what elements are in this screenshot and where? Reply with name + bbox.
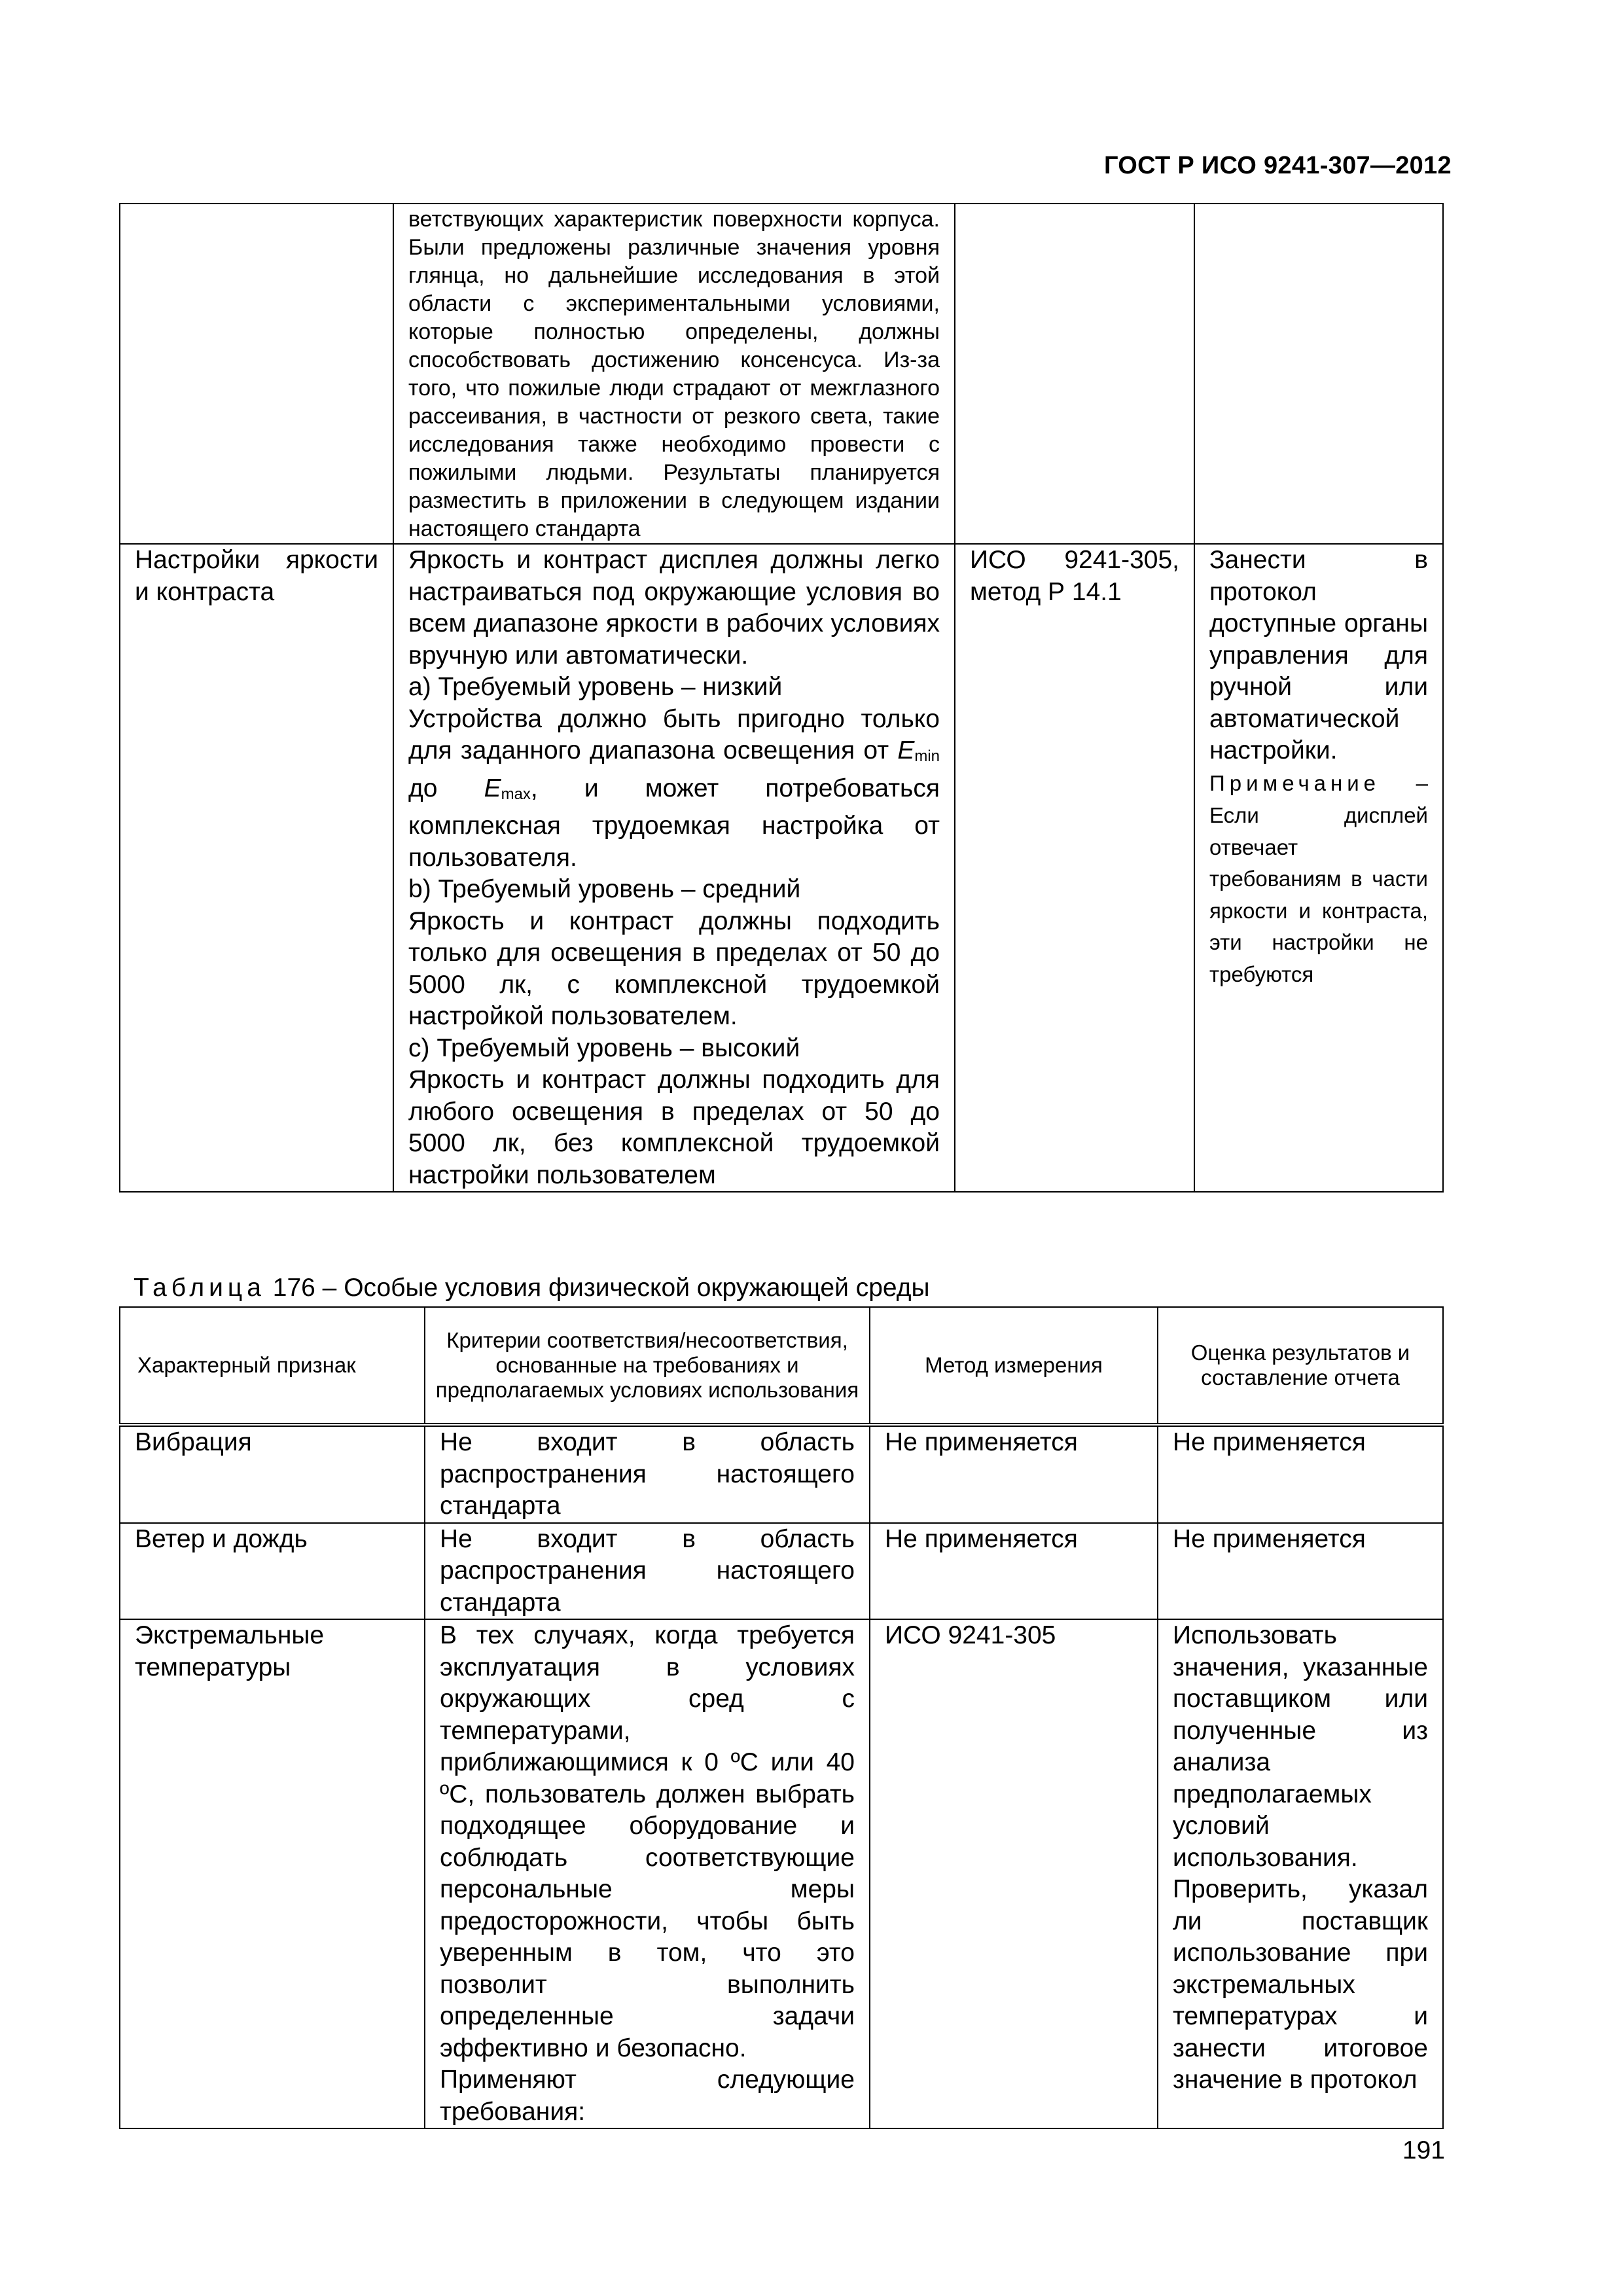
level-low-title: a) Требуемый уровень – низкий	[408, 673, 783, 701]
table-continued	[119, 203, 1444, 1193]
note-text: – Если дисплей отвечает требованиям в части яркости и контраста, эти настройки не требуются	[1209, 770, 1428, 986]
header-feature: Характерный признак	[120, 1307, 425, 1425]
criteria-text: В тех случаях, когда требуется эксплуатация в условиях окружающих сред с температурами, приближающимися к 0 ºС или 40 ºС, пользователь должен выбрать подходящее оборудование и соблюдать соответствующие персональные меры предосторожности, чтобы быть уверенным в том, что это позволит выполнить определенные задачи эффективно и безопасно.	[440, 1621, 855, 2062]
table-cell	[1194, 204, 1443, 544]
method-cell: Не применяется	[870, 1523, 1158, 1620]
report-cell	[1194, 544, 1443, 1192]
level-low-text-mid: до	[408, 774, 484, 802]
table-row	[120, 1523, 1443, 1620]
level-medium-title: b) Требуемый уровень – средний	[408, 875, 801, 903]
table-cell	[955, 204, 1194, 544]
criteria-cell: Не входит в область распространения настоящего стандарта	[425, 1425, 870, 1523]
caption-text: 176 – Особые условия физической окружающей среды	[265, 1274, 930, 1302]
table-caption	[134, 1274, 930, 1302]
table-cell	[120, 204, 393, 544]
emax-subscript: max	[501, 785, 531, 803]
level-high-title: c) Требуемый уровень – высокий	[408, 1033, 800, 1062]
report-cell: Не применяется	[1158, 1523, 1443, 1620]
criteria-cell	[393, 544, 955, 1192]
emax-symbol: E	[484, 774, 501, 802]
table-row	[120, 544, 1443, 1192]
criteria-cell: Не входит в область распространения настоящего стандарта	[425, 1523, 870, 1620]
page-number: 191	[1402, 2136, 1445, 2164]
document-header: ГОСТ Р ИСО 9241-307—2012	[1103, 152, 1452, 179]
emin-symbol: E	[897, 736, 915, 764]
header-method: Метод измерения	[870, 1307, 1158, 1425]
method-cell: Не применяется	[870, 1425, 1158, 1523]
report-cell: Не применяется	[1158, 1425, 1443, 1523]
method-cell: ИСО 9241-305	[870, 1619, 1158, 2128]
feature-cell: Вибрация	[120, 1425, 425, 1523]
criteria-cell	[425, 1619, 870, 2128]
feature-cell: Экстремальные температуры	[120, 1619, 425, 2128]
level-low-text: Устройства должно быть пригодно только для заданного диапазона освещения от	[408, 704, 940, 764]
report-cell: Использовать значения, указанные поставщиком или полученные из анализа предполагаемых условий использования. Проверить, указал ли поставщик использование при экстремальных температурах и занести итоговое значение в протокол	[1158, 1619, 1443, 2128]
table-row	[120, 1425, 1443, 1523]
report-text: Занести в протокол доступные органы управления для ручной или автоматической настройки.	[1209, 546, 1428, 764]
table-176	[119, 1306, 1444, 2129]
level-high-text: Яркость и контраст должны подходить для любого освещения в пределах от 50 до 5000 лк, без комплексной трудоемкой настройки пользователем	[408, 1066, 940, 1189]
feature-cell: Ветер и дождь	[120, 1523, 425, 1620]
table-row	[120, 1619, 1443, 2128]
method-cell: ИСО 9241-305, метод Р 14.1	[955, 544, 1194, 1192]
emin-subscript: min	[914, 747, 940, 765]
header-report: Оценка результатов и составление отчета	[1158, 1307, 1443, 1425]
table-cell-text: ветствующих характеристик поверхности корпуса. Были предложены различные значения уровня глянца, но дальнейшие исследования в этой области с экспериментальными условиями, которые полностью определены, должны способствовать достижению консенсуса. Из-за того, что пожилые люди страдают от межглазного рассеивания, в частности от резкого света, такие исследования также необходимо провести с пожилыми людьми. Результаты планируется разместить в приложении в следующем издании настоящего стандарта	[393, 204, 955, 544]
criteria-paragraph: Яркость и контраст дисплея должны легко настраиваться под окружающие условия во всем диапазоне яркости в рабочих условиях вручную или автоматически.	[408, 546, 940, 670]
level-medium-text: Яркость и контраст должны подходить только для освещения в пределах от 50 до 5000 лк, с комплексной трудоемкой настройкой пользователем.	[408, 906, 940, 1030]
level-low-text-post: , и может потребоваться комплексная трудоемкая настройка от пользователя.	[408, 774, 940, 872]
table-header-row	[120, 1307, 1443, 1425]
header-criteria: Критерии соответствия/несоответствия, основанные на требованиях и предполагаемых условиях использования	[425, 1307, 870, 1425]
caption-label: Таблица	[134, 1274, 266, 1302]
note-label: Примечание	[1209, 770, 1381, 795]
feature-cell: Настройки яркости и контраста	[120, 544, 393, 1192]
table-row	[120, 204, 1443, 544]
criteria-text-2: Применяют следующие требования:	[440, 2066, 855, 2126]
